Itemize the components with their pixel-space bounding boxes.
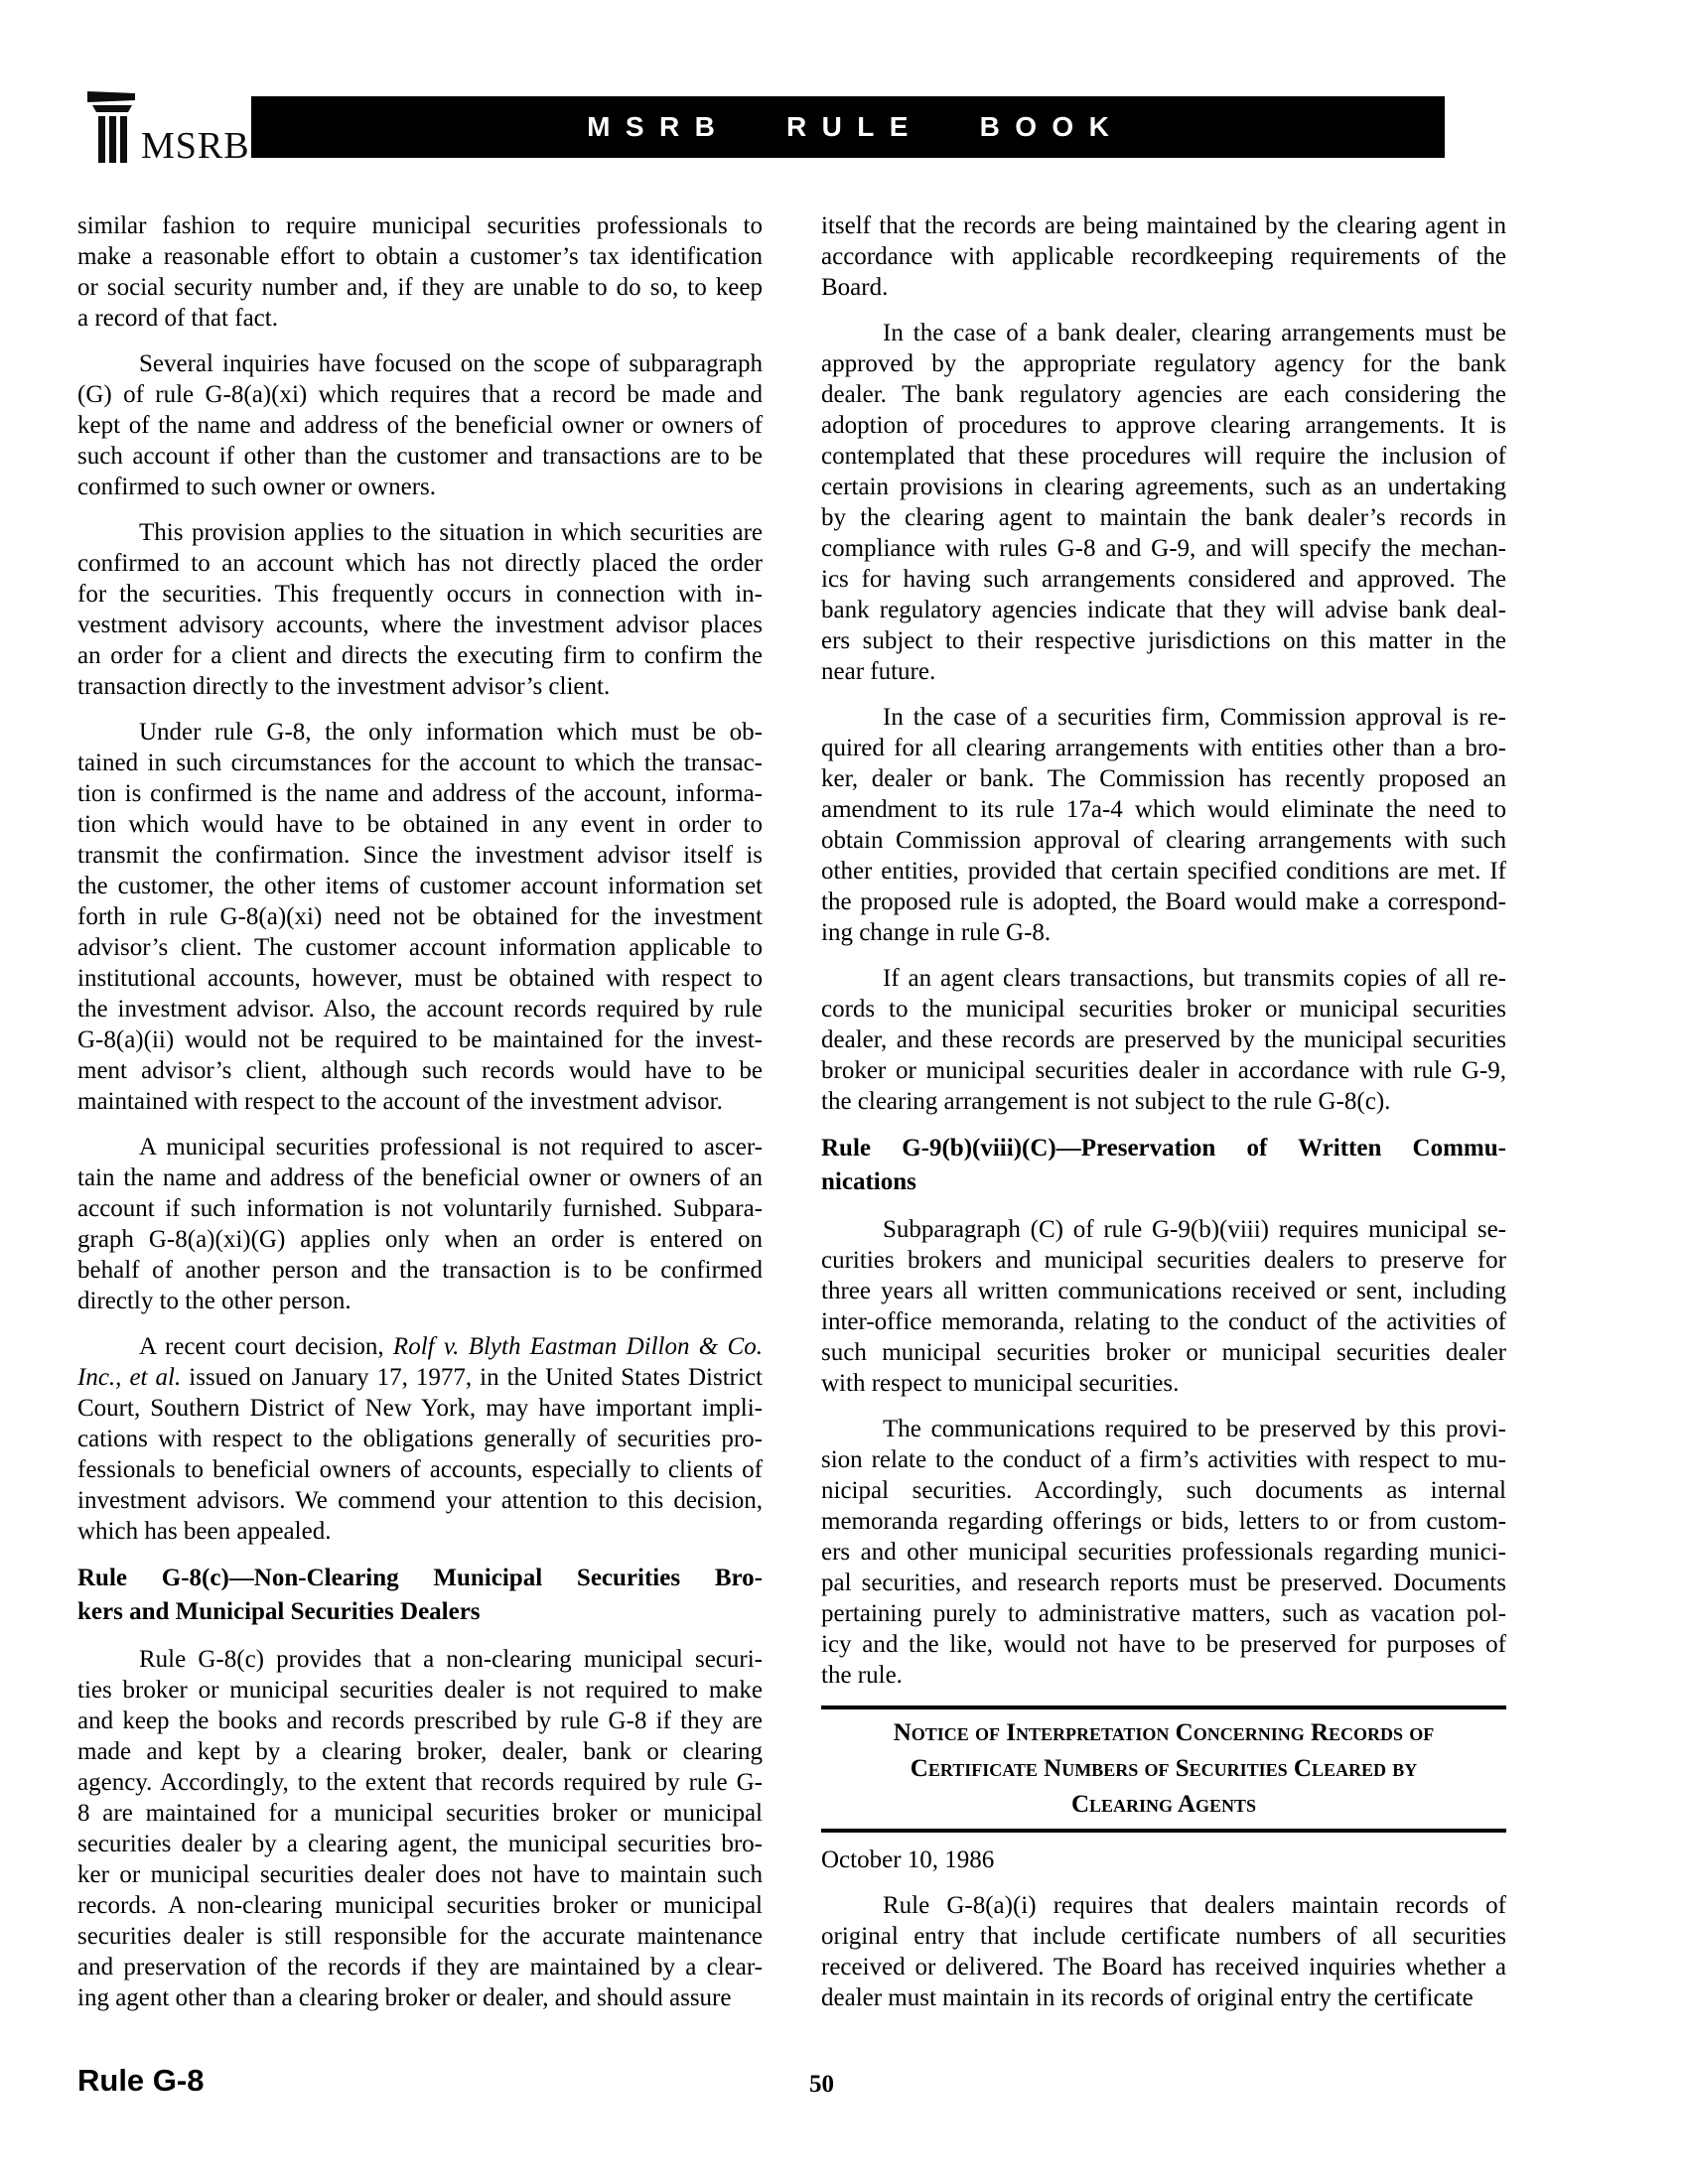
text-line: made and kept by a clearing broker, dealer, bank or clearing	[77, 1738, 763, 1765]
text-line: broker or municipal securities dealer in accordance with rule G-9,	[821, 1057, 1506, 1084]
text-line: the rule.	[821, 1662, 903, 1689]
text-line: dealer, and these records are preserved by the municipal securities	[821, 1026, 1506, 1053]
text-line: forth in rule G-8(a)(xi) need not be obtained for the investment	[77, 903, 763, 930]
text-line: other entities, provided that certain specified conditions are met. If	[821, 858, 1506, 885]
text-line: G-8(a)(ii) would not be required to be maintained for the invest-	[77, 1026, 763, 1053]
text-line: Certificate Numbers of Securities Cleared by	[910, 1755, 1418, 1782]
text-line	[77, 1331, 763, 1362]
text-line: obtain Commission approval of clearing arrangements with such	[821, 827, 1506, 854]
paragraph	[77, 1644, 763, 2013]
text-line: the customer, the other items of customer account information set	[77, 873, 763, 899]
paragraph	[77, 517, 763, 702]
text-line: such municipal securities broker or municipal securities dealer	[821, 1339, 1506, 1366]
text-line: kers and Municipal Securities Dealers	[77, 1598, 481, 1625]
italic-citation: Rolf v. Blyth Eastman Dillon & Co.	[392, 1333, 763, 1360]
text-line: directly to the other person.	[77, 1288, 352, 1314]
logo-text: MSRB	[141, 125, 250, 167]
paragraph	[821, 1214, 1506, 1399]
text-line: ics for having such arrangements considered and approved. The	[821, 566, 1506, 593]
text-line: approved by the appropriate regulatory agency for the bank	[821, 350, 1506, 377]
text-line: Under rule G-8, the only information which must be ob-	[139, 719, 763, 746]
paragraph	[821, 702, 1506, 948]
text-line: securities dealer is still responsible for the accurate maintenance	[77, 1923, 763, 1950]
text-line: dealer. The bank regulatory agencies are each considering the	[821, 381, 1506, 408]
text-line: (G) of rule G-8(a)(xi) which requires that a record be made and	[77, 381, 763, 408]
text-line: nicipal securities. Accordingly, such documents as internal	[821, 1477, 1506, 1504]
text-line: tained in such circumstances for the account to which the transac-	[77, 750, 763, 776]
text-line: advisor’s client. The customer account information applicable to	[77, 934, 763, 961]
text-line: compliance with rules G-8 and G-9, and will specify the mechan-	[821, 535, 1506, 562]
text-line: graph G-8(a)(xi)(G) applies only when an order is entered on	[77, 1226, 763, 1253]
text-line: records. A non-clearing municipal securities broker or municipal	[77, 1892, 763, 1919]
text-line: Court, Southern District of New York, may have important impli-	[77, 1395, 763, 1422]
paragraph	[77, 1331, 763, 1547]
text-line	[77, 1362, 763, 1393]
text-line: account if such information is not voluntarily furnished. Subpara-	[77, 1195, 763, 1222]
paragraph	[821, 210, 1506, 303]
text-line: agency. Accordingly, to the extent that records required by rule G-	[77, 1769, 763, 1796]
text-line: or social security number and, if they are unable to do so, to keep	[77, 274, 763, 301]
text-line: behalf of another person and the transaction is to be confirmed	[77, 1257, 763, 1284]
text-line: icy and the like, would not have to be preserved for purposes of	[821, 1631, 1506, 1658]
text-line: memoranda regarding offerings or bids, letters to or from custom-	[821, 1508, 1506, 1535]
text-line: bank regulatory agencies indicate that they will advise bank deal-	[821, 597, 1506, 623]
section-heading	[821, 1132, 1506, 1199]
paragraph	[821, 1414, 1506, 1691]
column-pillar-icon	[87, 91, 137, 163]
text-line: cations with respect to the obligations generally of securities pro-	[77, 1426, 763, 1452]
text-line: with respect to municipal securities.	[821, 1370, 1180, 1397]
text-line: Rule G-9(b)(viii)(C)—Preservation of Written Commu-	[821, 1135, 1506, 1161]
paragraph	[77, 210, 763, 334]
text-line: Board.	[821, 274, 889, 301]
text-line: the proposed rule is adopted, the Board would make a correspond-	[821, 888, 1506, 915]
text-line: Subparagraph (C) of rule G-9(b)(viii) requires municipal se-	[883, 1216, 1506, 1243]
text-line: ing agent other than a clearing broker or dealer, and should assure	[77, 1984, 732, 2011]
text-line: by the clearing agent to maintain the bank dealer’s records in	[821, 504, 1506, 531]
text-line: three years all written communications received or sent, including	[821, 1278, 1506, 1304]
text-line: an order for a client and directs the executing firm to confirm the	[77, 642, 763, 669]
text-line: ers and other municipal securities professionals regarding munici-	[821, 1539, 1506, 1566]
section-heading	[77, 1562, 763, 1629]
italic-citation: Inc., et al.	[77, 1364, 182, 1391]
text-line: received or delivered. The Board has received inquiries whether a	[821, 1954, 1506, 1980]
text-line: pal securities, and research reports must be preserved. Documents	[821, 1570, 1506, 1596]
text-line: confirmed to an account which has not directly placed the order	[77, 550, 763, 577]
text-line: inter-office memoranda, relating to the conduct of the activities of	[821, 1308, 1506, 1335]
text-line: Notice of Interpretation Concerning Records of	[893, 1719, 1435, 1746]
text-line: Rule G-8(c)—Non-Clearing Municipal Securities Bro-	[77, 1565, 763, 1591]
text-line: In the case of a bank dealer, clearing arrangements must be	[883, 320, 1506, 346]
text-line: certain provisions in clearing agreements, such as an undertaking	[821, 474, 1506, 500]
msrb-logo	[87, 91, 250, 167]
paragraph	[77, 1132, 763, 1316]
text-line: such account if other than the customer and transactions are to be	[77, 443, 763, 470]
text-line: fessionals to beneficial owners of accounts, especially to clients of	[77, 1456, 763, 1483]
text-line: original entry that include certificate numbers of all securities	[821, 1923, 1506, 1950]
title-banner	[251, 96, 1445, 158]
text-line: the investment advisor. Also, the account records required by rule	[77, 996, 763, 1023]
text-line: ers subject to their respective jurisdictions on this matter in the	[821, 627, 1506, 654]
text-line: a record of that fact.	[77, 305, 278, 332]
text-line: tion is confirmed is the name and address of the account, informa-	[77, 780, 763, 807]
text-line: confirmed to such owner or owners.	[77, 474, 437, 500]
text-line: kept of the name and address of the beneficial owner or owners of	[77, 412, 763, 439]
text-line: In the case of a securities firm, Commission approval is re-	[883, 704, 1506, 731]
text-line: ment advisor’s client, although such records would have to be	[77, 1057, 763, 1084]
text-line: Clearing Agents	[1070, 1791, 1257, 1818]
text-line: The communications required to be preserved by this provi-	[883, 1416, 1506, 1442]
text-line: curities brokers and municipal securities dealers to preserve for	[821, 1247, 1506, 1274]
text-line: ker or municipal securities dealer does not have to maintain such	[77, 1861, 763, 1888]
text-line: dealer must maintain in its records of original entry the certificate	[821, 1984, 1474, 2011]
text-segment: issued on January 17, 1977, in the United States District	[181, 1364, 763, 1391]
text-line: and keep the books and records prescribed by rule G-8 if they are	[77, 1707, 763, 1734]
text-line: If an agent clears transactions, but transmits copies of all re-	[883, 965, 1506, 992]
text-line: investment advisors. We commend your attention to this decision,	[77, 1487, 763, 1514]
paragraph	[821, 963, 1506, 1117]
paragraph	[77, 348, 763, 502]
text-line: pertaining purely to administrative matters, such as vacation pol-	[821, 1600, 1506, 1627]
text-line: Rule G-8(c) provides that a non-clearing municipal securi-	[139, 1646, 763, 1673]
text-line: institutional accounts, however, must be obtained with respect to	[77, 965, 763, 992]
notice-heading	[821, 1706, 1506, 1833]
text-line: make a reasonable effort to obtain a customer’s tax identification	[77, 243, 763, 270]
text-line: securities dealer by a clearing agent, the municipal securities bro-	[77, 1831, 763, 1857]
text-line: which has been appealed.	[77, 1518, 332, 1545]
date-line	[821, 1844, 1506, 1875]
text-line: cords to the municipal securities broker or municipal securities	[821, 996, 1506, 1023]
text-line: amendment to its rule 17a-4 which would eliminate the need to	[821, 796, 1506, 823]
text-line: transmit the confirmation. Since the investment advisor itself is	[77, 842, 763, 869]
paragraph	[821, 318, 1506, 687]
text-line: similar fashion to require municipal securities professionals to	[77, 212, 763, 239]
text-line: October 10, 1986	[821, 1846, 995, 1873]
text-line: adoption of procedures to approve clearing arrangements. It is	[821, 412, 1506, 439]
text-line: itself that the records are being maintained by the clearing agent in	[821, 212, 1506, 239]
text-line: transaction directly to the investment advisor’s client.	[77, 673, 611, 700]
text-line: sion relate to the conduct of a firm’s activities with respect to mu-	[821, 1446, 1506, 1473]
text-line: Rule G-8(a)(i) requires that dealers maintain records of	[883, 1892, 1506, 1919]
text-line: nications	[821, 1168, 916, 1195]
text-line: tain the name and address of the beneficial owner or owners of an	[77, 1164, 763, 1191]
banner-text: MSRB RULE BOOK	[587, 111, 1125, 142]
footer-rule-label: Rule G-8	[77, 2063, 205, 2098]
left-column	[77, 210, 763, 2028]
text-line: vestment advisory accounts, where the investment advisor places	[77, 612, 763, 638]
text-line: for the securities. This frequently occurs in connection with in-	[77, 581, 763, 608]
text-line: near future.	[821, 658, 936, 685]
text-line: This provision applies to the situation in which securities are	[139, 519, 763, 546]
text-line: ing change in rule G-8.	[821, 919, 1052, 946]
paragraph	[821, 1890, 1506, 2013]
page-number: 50	[809, 2071, 834, 2098]
text-line: ties broker or municipal securities dealer is not required to make	[77, 1677, 763, 1704]
text-line: Several inquiries have focused on the scope of subparagraph	[139, 350, 763, 377]
right-column	[821, 210, 1506, 2028]
text-line: accordance with applicable recordkeeping requirements of the	[821, 243, 1506, 270]
text-line: and preservation of the records if they are maintained by a clear-	[77, 1954, 763, 1980]
text-line: 8 are maintained for a municipal securities broker or municipal	[77, 1800, 763, 1827]
text-segment: A recent court decision,	[139, 1333, 393, 1360]
text-line: maintained with respect to the account of the investment advisor.	[77, 1088, 723, 1115]
text-line: quired for all clearing arrangements with entities other than a bro-	[821, 735, 1506, 761]
text-line: the clearing arrangement is not subject to the rule G-8(c).	[821, 1088, 1391, 1115]
text-line: contemplated that these procedures will require the inclusion of	[821, 443, 1506, 470]
text-line: ker, dealer or bank. The Commission has recently proposed an	[821, 765, 1506, 792]
text-line: A municipal securities professional is not required to ascer-	[139, 1134, 763, 1160]
text-line: tion which would have to be obtained in any event in order to	[77, 811, 763, 838]
paragraph	[77, 717, 763, 1117]
